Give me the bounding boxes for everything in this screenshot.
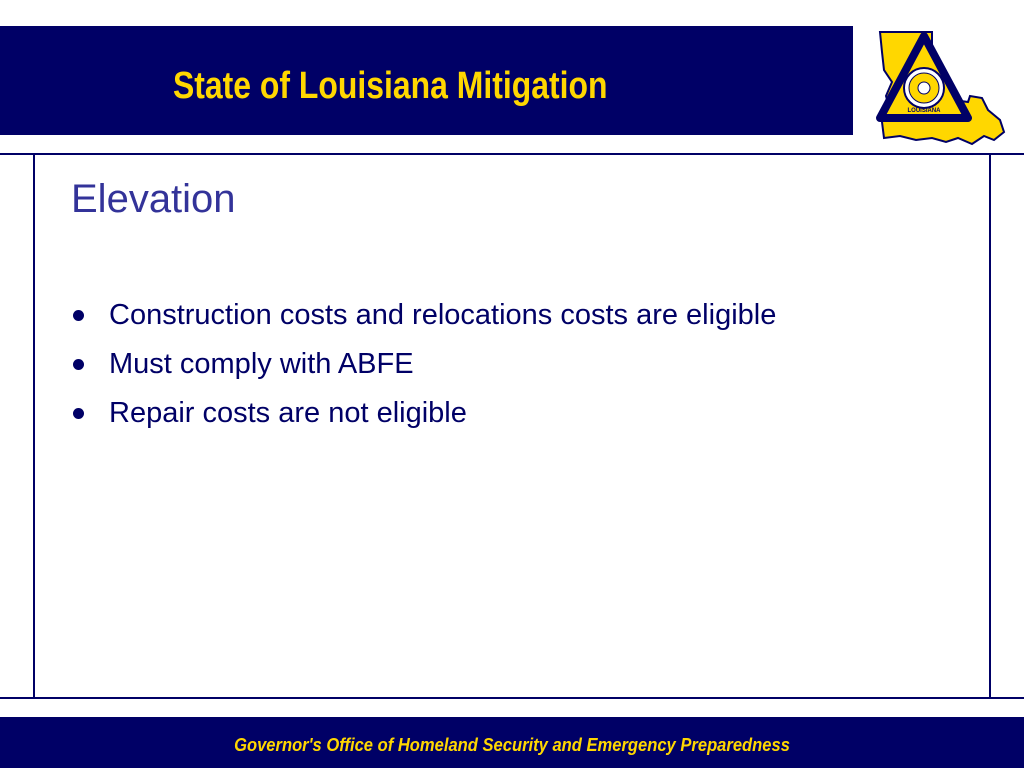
footer-text: Governor's Office of Homeland Security and Emergency Preparedness <box>234 735 790 755</box>
right-border <box>989 153 991 699</box>
bullet-dot-icon <box>73 310 84 321</box>
top-divider <box>0 153 1024 155</box>
bottom-divider <box>0 697 1024 699</box>
left-border <box>33 153 35 699</box>
header-title: State of Louisiana Mitigation <box>173 65 608 107</box>
bullet-list <box>73 296 776 443</box>
bullet-text: Repair costs are not eligible <box>109 397 467 429</box>
bullet-item <box>73 394 776 443</box>
bullet-text: Construction costs and relocations costs are eligible <box>109 299 777 331</box>
bullet-text: Must comply with ABFE <box>109 348 414 380</box>
bullet-dot-icon <box>73 408 84 419</box>
bullet-dot-icon <box>73 359 84 370</box>
bullet-item <box>73 296 776 345</box>
seal-label: LOUISIANA <box>907 108 941 114</box>
bullet-item <box>73 345 776 394</box>
slide-heading: Elevation <box>71 177 236 221</box>
louisiana-gohsep-logo <box>872 26 1010 150</box>
